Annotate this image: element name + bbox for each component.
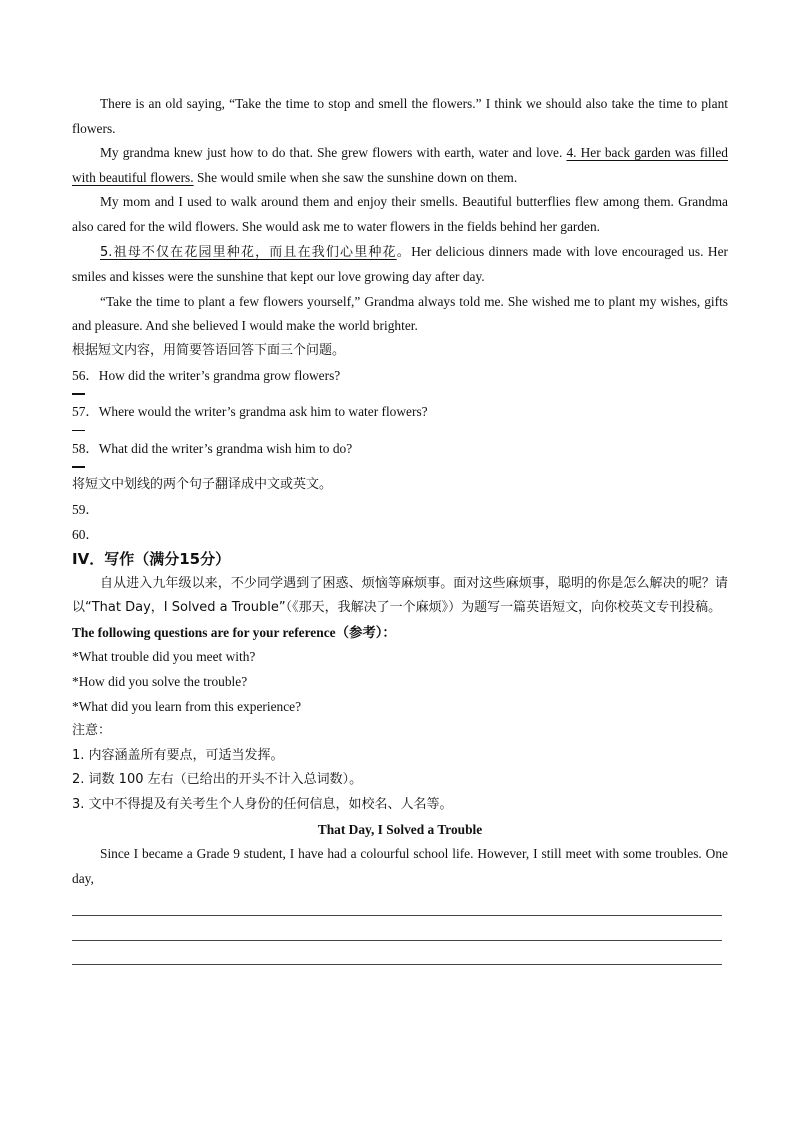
writing-line-3[interactable] bbox=[72, 941, 728, 966]
question-58: 58．What did the writer’s grandma wish him to do? bbox=[72, 440, 353, 456]
document-page bbox=[72, 92, 728, 965]
reference-question-3: *What did you learn from this experience? bbox=[72, 698, 302, 714]
passage-text: 。Her delicious dinners made with love encouraged us. Her smiles and kisses were the sunshine that kept our love growing day after day. bbox=[72, 243, 728, 285]
essay-title: That Day, I Solved a Trouble bbox=[317, 821, 483, 837]
question-57: 57．Where would the writer’s grandma ask him to water flowers? bbox=[72, 404, 428, 420]
question-56: 56．How did the writer’s grandma grow flowers? bbox=[72, 367, 341, 383]
answer-line bbox=[72, 425, 86, 437]
answer-line bbox=[72, 388, 86, 400]
question-59[interactable]: 59． bbox=[72, 501, 99, 517]
underlined-sentence-5: 5.祖母不仅在花园里种花，而且在我们心里种花 bbox=[100, 244, 397, 260]
answer-blank-56[interactable] bbox=[72, 388, 728, 400]
writing-line-1[interactable] bbox=[72, 891, 728, 916]
reference-label: The following questions are for your reference（参考）： bbox=[72, 624, 396, 640]
reference-question-2: *How did you solve the trouble? bbox=[72, 674, 248, 690]
answer-blank-57[interactable] bbox=[72, 425, 728, 437]
note-1: 1. 内容涵盖所有要点，可适当发挥。 bbox=[72, 747, 284, 763]
passage-paragraph-4 bbox=[72, 240, 728, 290]
reference-question-1: *What trouble did you meet with? bbox=[72, 649, 256, 665]
passage-paragraph-2 bbox=[72, 141, 728, 190]
answer-line bbox=[72, 461, 86, 473]
note-3: 3. 文中不得提及有关考生个人身份的任何信息，如校名、人名等。 bbox=[72, 797, 453, 813]
writing-line-2[interactable] bbox=[72, 916, 728, 941]
answer-instruction: 根据短文内容，用简要答语回答下面三个问题。 bbox=[72, 342, 346, 358]
underlined-sentence-4: 4. Her back garden was filled with beautiful flowers. bbox=[72, 145, 728, 185]
writing-prompt: 自从进入九年级以来，不少同学遇到了困惑、烦恼等麻烦事。面对这些麻烦事，聪明的你是怎么解决的呢？请以“That Day，I Solved a Trouble”（《那天，我解决了一个麻烦》）为题写一篇英语短文，向你校英文专刊投稿。 bbox=[72, 575, 728, 616]
passage-paragraph-3: My mom and I used to walk around them and enjoy their smells. Beautiful butterflies flew among them. Grandma also cared for the wild flowers. She would ask me to water flowers in the fields behind her garden. bbox=[72, 194, 728, 234]
answer-blank-58[interactable] bbox=[72, 461, 728, 473]
question-60[interactable]: 60． bbox=[72, 526, 99, 542]
notes-label: 注意： bbox=[72, 723, 112, 739]
translate-instruction: 将短文中划线的两个句子翻译成中文或英文。 bbox=[72, 477, 333, 493]
passage-paragraph-1: There is an old saying, “Take the time to stop and smell the flowers.” I think we should also take the time to plant flowers. bbox=[72, 96, 728, 136]
passage-text: She would smile when she saw the sunshine down on them. bbox=[193, 169, 518, 185]
passage-text: My grandma knew just how to do that. She grew flowers with earth, water and love. bbox=[100, 145, 567, 161]
essay-opening: Since I became a Grade 9 student, I have had a colourful school life. However, I still meet with some troubles. One day, bbox=[72, 846, 728, 886]
section-heading: IV．写作（满分15分） bbox=[72, 550, 231, 569]
passage-paragraph-5: “Take the time to plant a few flowers yourself,” Grandma always told me. She wished me to plant my wishes, gifts and pleasure. And she believed I would make the world brighter. bbox=[72, 293, 728, 334]
note-2: 2. 词数 100 左右（已给出的开头不计入总词数）。 bbox=[72, 772, 363, 788]
